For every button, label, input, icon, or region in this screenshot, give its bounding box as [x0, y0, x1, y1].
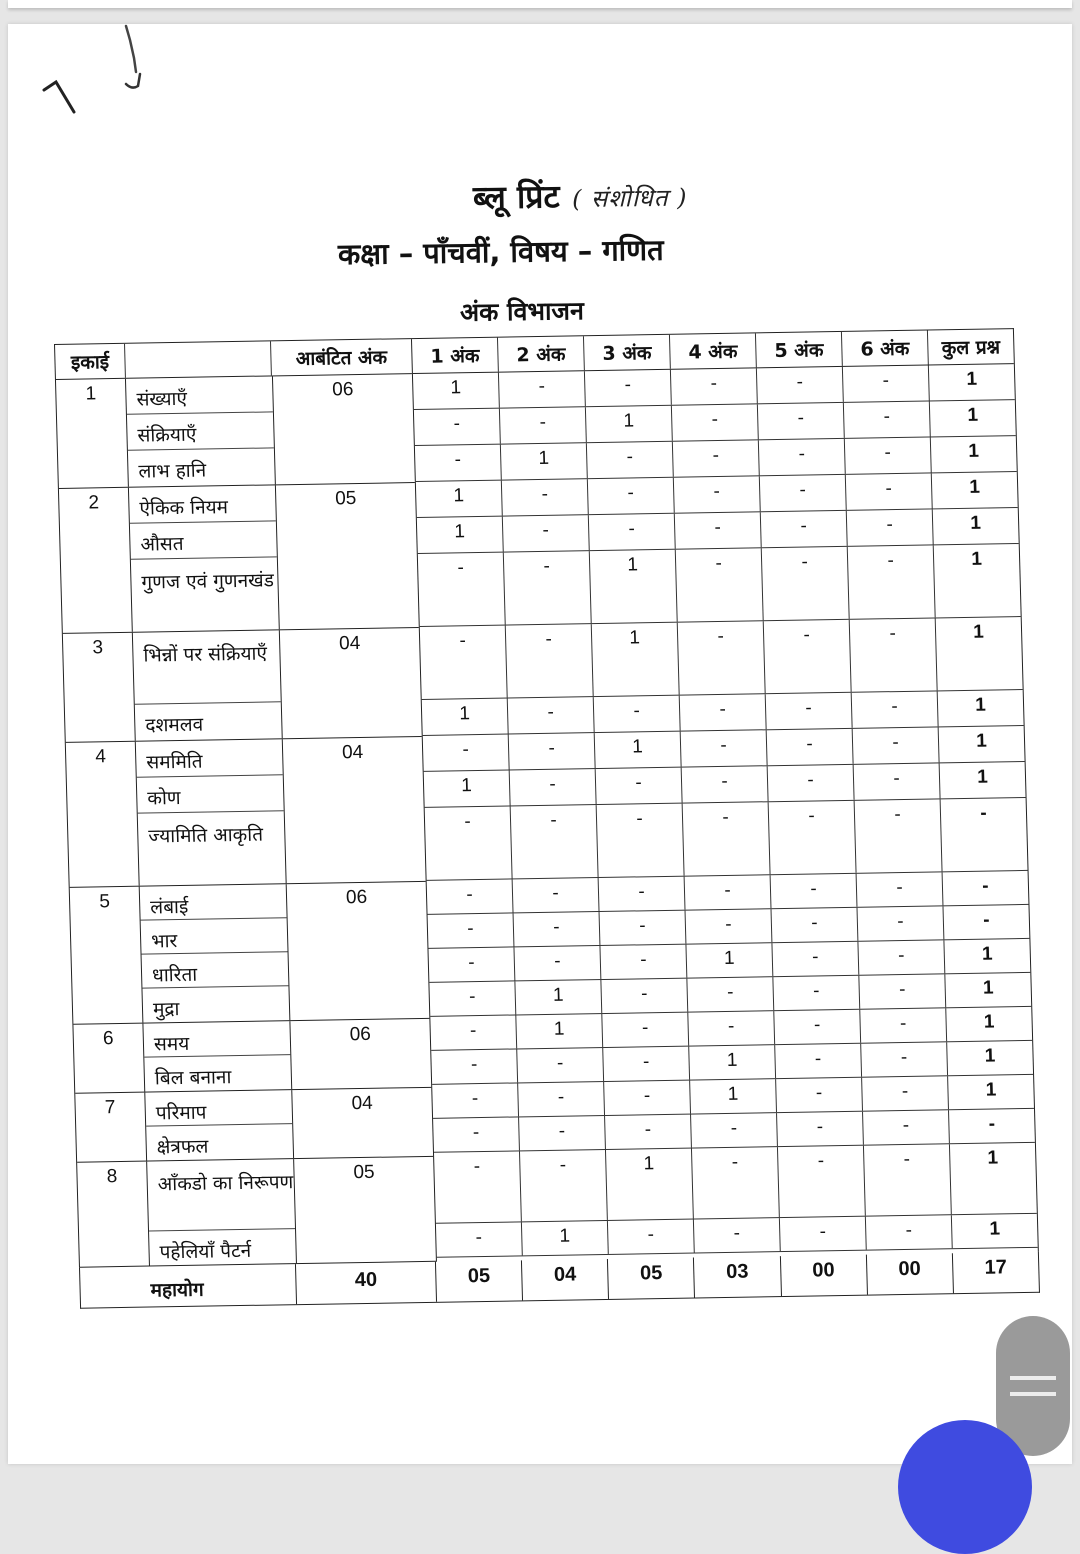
- marks-cell: 1: [689, 1045, 776, 1079]
- marks-cell: -: [772, 908, 859, 942]
- marks-cell: 1: [522, 1221, 609, 1255]
- header-total-questions: कुल प्रश्न: [941, 336, 1001, 360]
- unit-number: 5: [70, 887, 144, 1024]
- total-questions-cell: -: [982, 909, 990, 931]
- marks-cell: -: [694, 1218, 781, 1252]
- marks-cell: -: [672, 404, 759, 440]
- header-marks-3: 3 अंक: [584, 335, 671, 370]
- marks-cell: -: [780, 1217, 867, 1251]
- total-questions-cell: 1: [967, 404, 979, 426]
- unit-number: 2: [59, 488, 133, 633]
- marks-cell: -: [604, 1081, 691, 1115]
- marks-cell: -: [771, 874, 858, 908]
- total-questions-cell: 1: [981, 943, 993, 965]
- marks-cell: -: [588, 478, 675, 514]
- total-questions-cell: -: [988, 1113, 996, 1135]
- handwritten-mark-icon: [26, 24, 146, 134]
- allocated-marks: 04: [338, 632, 361, 655]
- section-heading: अंक विभाजन: [459, 296, 585, 327]
- marks-cell: -: [857, 872, 944, 906]
- marks-cell: -: [428, 947, 515, 981]
- topic-name: मुद्रा: [152, 998, 180, 1021]
- marks-cell: -: [603, 1047, 690, 1081]
- unit-block: [77, 1157, 436, 1268]
- header-topic: [125, 341, 272, 377]
- marks-cell: -: [852, 691, 939, 727]
- marks-row: [420, 617, 1023, 700]
- marks-cell: -: [504, 551, 592, 624]
- total-questions-cell: -: [981, 875, 989, 897]
- unit-number: 8: [77, 1162, 150, 1267]
- marks-cell: -: [510, 769, 597, 805]
- topic-name: आँकडो का निरूपण: [147, 1159, 295, 1231]
- topic-list: [126, 376, 276, 486]
- total-questions-cell: 1: [968, 440, 980, 462]
- marks-cell: 1: [422, 699, 509, 735]
- previous-page-edge: [8, 0, 1072, 8]
- marks-cell: -: [855, 799, 943, 872]
- marks-cell: 1: [501, 443, 588, 479]
- marks-cell: -: [772, 942, 859, 976]
- document-subtitle: कक्षा – पाँचवीं, विषय – गणित: [337, 232, 664, 272]
- marks-cell: -: [587, 442, 674, 478]
- grand-total-questions: 17: [984, 1256, 1008, 1279]
- unit-number: 1: [56, 379, 129, 488]
- marks-cell: -: [864, 1144, 952, 1215]
- topic-list: [140, 884, 291, 1022]
- marks-cell: 1: [606, 1149, 694, 1220]
- marks-cell: -: [415, 445, 502, 481]
- marks-cell: -: [596, 768, 683, 804]
- topic-name: बिल बनाना: [154, 1066, 232, 1090]
- grand-total-marks: 04: [522, 1259, 609, 1300]
- marks-cell: 1: [413, 373, 500, 409]
- marks-cell: -: [608, 1220, 695, 1254]
- marks-cell: -: [845, 437, 932, 473]
- allocated-marks: 06: [331, 379, 354, 401]
- marks-cell: -: [600, 945, 687, 979]
- marks-cell: -: [761, 511, 848, 547]
- topic-name: भार: [141, 918, 288, 954]
- marks-cell: -: [508, 697, 595, 733]
- unit-block: [73, 1019, 431, 1094]
- topic-list: [129, 485, 280, 631]
- topic-name: दशमलव: [145, 713, 204, 737]
- marks-cell: -: [769, 801, 857, 874]
- header-unit: इकाई: [55, 344, 126, 379]
- marks-cell: -: [502, 479, 589, 515]
- marks-cell: -: [432, 1083, 519, 1117]
- header-allocated: आबंटित अंक: [295, 346, 388, 370]
- drag-handle-icon: [1010, 1376, 1056, 1380]
- marks-cell: -: [760, 475, 847, 511]
- marks-cell: -: [863, 1110, 950, 1144]
- left-header-row: [55, 339, 412, 380]
- topic-name: लाभ हानि: [138, 459, 207, 483]
- total-questions-cell: 1: [982, 977, 994, 999]
- unit-block: [75, 1088, 433, 1163]
- marks-cell: 1: [516, 1014, 603, 1048]
- allocated-marks: 05: [353, 1161, 375, 1184]
- marks-cell: -: [514, 912, 601, 946]
- grand-total-label: महायोग: [80, 1264, 297, 1308]
- topic-name: औसत: [130, 521, 277, 559]
- marks-cell: -: [866, 1215, 953, 1249]
- total-questions-cell: 1: [973, 621, 985, 643]
- topic-name: संक्रियाएँ: [127, 412, 274, 450]
- total-questions-cell: 1: [969, 476, 981, 498]
- marks-cell: -: [844, 401, 931, 437]
- grand-total-allocated: 40: [296, 1262, 437, 1304]
- topic-name: संख्याएँ: [126, 376, 273, 414]
- marks-cell: 1: [416, 481, 503, 517]
- grand-total-marks: 05: [608, 1258, 695, 1299]
- marks-cell: -: [430, 1015, 517, 1049]
- topic-list: [143, 1021, 292, 1091]
- marks-cell: -: [861, 1042, 948, 1076]
- topic-name: धारिता: [142, 952, 289, 988]
- marks-cell: -: [517, 1048, 604, 1082]
- marks-cell: -: [766, 693, 853, 729]
- marks-cell: -: [685, 875, 772, 909]
- marks-cell: -: [518, 1082, 605, 1116]
- marks-cell: -: [683, 802, 771, 875]
- marks-cell: -: [843, 365, 930, 401]
- marks-cell: -: [513, 878, 600, 912]
- drag-handle-icon: [1010, 1392, 1056, 1396]
- marks-row: [425, 798, 1028, 881]
- allocated-marks: 04: [341, 741, 364, 764]
- marks-cell: 1: [690, 1079, 777, 1113]
- marks-cell: -: [589, 514, 676, 550]
- topic-name: गुणज एवं गुणनखंड: [141, 569, 275, 594]
- topic-name: पहेलियाँ पैटर्न: [159, 1239, 252, 1264]
- marks-cell: -: [585, 370, 672, 406]
- marks-cell: -: [678, 621, 766, 694]
- marks-cell: -: [600, 911, 687, 945]
- marks-cell: -: [594, 696, 681, 732]
- marks-cell: -: [428, 913, 515, 947]
- unit-number: 4: [66, 742, 140, 887]
- marks-row: [434, 1143, 1037, 1224]
- total-questions-cell: 1: [970, 512, 982, 534]
- title-block: [473, 173, 688, 219]
- marks-cell: -: [777, 1112, 864, 1146]
- marks-cell: -: [686, 909, 773, 943]
- total-questions-cell: 1: [966, 368, 978, 390]
- grand-total-values: [436, 1252, 1039, 1302]
- allocated-marks: 06: [345, 886, 368, 909]
- total-questions-cell: -: [980, 802, 987, 824]
- marks-cell: 1: [595, 732, 682, 768]
- unit-block: [70, 882, 430, 1025]
- marks-cell: -: [427, 879, 514, 913]
- marks-cell: -: [500, 407, 587, 443]
- marks-cell: -: [682, 766, 769, 802]
- marks-cell: -: [602, 1013, 689, 1047]
- total-questions-cell: 1: [971, 548, 983, 570]
- topic-name: कोण: [137, 775, 284, 813]
- marks-cell: -: [514, 946, 601, 980]
- marks-cell: -: [860, 1008, 947, 1042]
- handwritten-note: ( संशोधित ): [571, 183, 688, 214]
- topic-name: सममिति: [136, 739, 283, 777]
- marks-cell: 1: [515, 980, 602, 1014]
- marks-cell: -: [848, 545, 936, 618]
- topic-name: क्षेत्रफल: [156, 1135, 209, 1159]
- marks-cell: -: [774, 1010, 861, 1044]
- marks-cell: -: [414, 409, 501, 445]
- marks-cell: -: [671, 368, 758, 404]
- marks-cell: -: [850, 618, 938, 691]
- marks-cell: -: [431, 1049, 518, 1083]
- marks-cell: -: [692, 1147, 780, 1218]
- unit-topic-columns: [55, 339, 437, 1268]
- header-marks-5: 5 अंक: [756, 332, 843, 367]
- marks-cell: -: [511, 805, 599, 878]
- marks-cell: -: [499, 371, 586, 407]
- total-questions-cell: 1: [987, 1147, 999, 1169]
- header-marks-6: 6 अंक: [842, 331, 929, 366]
- unit-block: [59, 483, 419, 634]
- marks-cell: -: [764, 620, 852, 693]
- unit-block: [56, 374, 415, 489]
- marks-cell: -: [673, 440, 760, 476]
- allocated-marks: 05: [334, 488, 357, 510]
- marks-cell: 1: [590, 550, 678, 623]
- marks-cell: 1: [424, 771, 511, 807]
- marks-cell: -: [854, 763, 941, 799]
- document-title: ब्लू प्रिंट: [472, 177, 560, 217]
- total-questions-cell: 1: [989, 1218, 1001, 1240]
- marks-cell: -: [680, 694, 767, 730]
- grand-total-marks: 00: [867, 1253, 954, 1294]
- marks-cell: 1: [686, 943, 773, 977]
- marks-cell: -: [418, 553, 506, 626]
- marks-cell: -: [681, 730, 768, 766]
- marks-cell: -: [674, 476, 761, 512]
- topic-name: ऐकिक नियम: [129, 485, 276, 523]
- blueprint-table: [54, 328, 1040, 1309]
- topic-name: ज्यामिति आकृति: [148, 823, 264, 848]
- marks-cell: -: [853, 727, 940, 763]
- marks-cell: -: [434, 1151, 522, 1222]
- grand-total-marks: 03: [694, 1256, 781, 1297]
- grand-total-marks: 00: [780, 1255, 867, 1296]
- total-questions-cell: 1: [985, 1079, 997, 1101]
- marks-cell: -: [605, 1115, 692, 1149]
- unit-number: 3: [63, 633, 136, 742]
- total-questions-cell: 1: [983, 1011, 995, 1033]
- marks-cell: -: [847, 509, 934, 545]
- unit-number: 7: [75, 1093, 147, 1162]
- marks-cell: -: [520, 1150, 608, 1221]
- total-questions-cell: 1: [974, 694, 987, 716]
- marks-cell: 1: [417, 517, 504, 553]
- marks-cell: -: [858, 906, 945, 940]
- marks-cell: -: [420, 626, 508, 699]
- marks-cell: -: [506, 624, 594, 697]
- marks-cell: -: [597, 804, 685, 877]
- topic-list: [145, 1090, 294, 1160]
- marks-cell: -: [762, 547, 850, 620]
- topic-list: [136, 739, 287, 885]
- topic-name: परिमाप: [145, 1090, 292, 1126]
- marks-cell: -: [757, 367, 844, 403]
- topic-name: समय: [143, 1021, 290, 1057]
- marks-cell: -: [768, 765, 855, 801]
- marks-cell: -: [425, 806, 513, 879]
- marks-cell: -: [503, 515, 590, 551]
- topic-name: भिन्नों पर संक्रियाएँ: [133, 630, 281, 704]
- marks-cell: -: [767, 729, 854, 765]
- marks-cell: 1: [586, 406, 673, 442]
- marks-columns: [412, 329, 1038, 1262]
- marks-cell: -: [433, 1117, 520, 1151]
- total-questions-cell: 1: [984, 1045, 996, 1067]
- marks-cell: -: [858, 940, 945, 974]
- marks-cell: -: [846, 473, 933, 509]
- marks-cell: -: [688, 1011, 775, 1045]
- unit-block: [66, 737, 426, 888]
- marks-cell: -: [601, 979, 688, 1013]
- header-marks-4: 4 अंक: [670, 333, 757, 368]
- marks-cell: -: [758, 403, 845, 439]
- marks-cell: -: [862, 1076, 949, 1110]
- marks-cell: -: [423, 735, 510, 771]
- marks-cell: -: [773, 976, 860, 1010]
- marks-cell: -: [775, 1044, 862, 1078]
- marks-cell: -: [759, 439, 846, 475]
- grand-total-marks: 05: [436, 1260, 523, 1301]
- floating-action-button[interactable]: [898, 1420, 1032, 1554]
- marks-cell: -: [776, 1078, 863, 1112]
- topic-name: लंबाई: [140, 884, 287, 920]
- unit-block: [63, 628, 422, 743]
- header-marks-2: 2 अंक: [498, 336, 585, 371]
- marks-cell: -: [687, 977, 774, 1011]
- marks-cell: -: [675, 512, 762, 548]
- marks-cell: -: [429, 981, 516, 1015]
- marks-cell: -: [519, 1116, 606, 1150]
- marks-cell: -: [859, 974, 946, 1008]
- allocated-marks: 06: [349, 1023, 372, 1046]
- document-page: [8, 24, 1072, 1464]
- allocated-marks: 04: [351, 1092, 373, 1115]
- marks-cell: -: [509, 733, 596, 769]
- marks-cell: -: [436, 1222, 523, 1256]
- unit-number: 6: [73, 1024, 145, 1093]
- marks-cell: -: [599, 877, 686, 911]
- topic-list: [133, 630, 283, 740]
- marks-row: [418, 544, 1021, 627]
- header-marks-1: 1 अंक: [412, 338, 499, 373]
- total-questions-cell: 1: [976, 766, 989, 788]
- total-questions-cell: 1: [975, 730, 988, 752]
- marks-cell: -: [778, 1146, 866, 1217]
- marks-cell: -: [676, 548, 764, 621]
- topic-list: [147, 1159, 297, 1265]
- marks-cell: 1: [592, 623, 680, 696]
- marks-cell: -: [691, 1113, 778, 1147]
